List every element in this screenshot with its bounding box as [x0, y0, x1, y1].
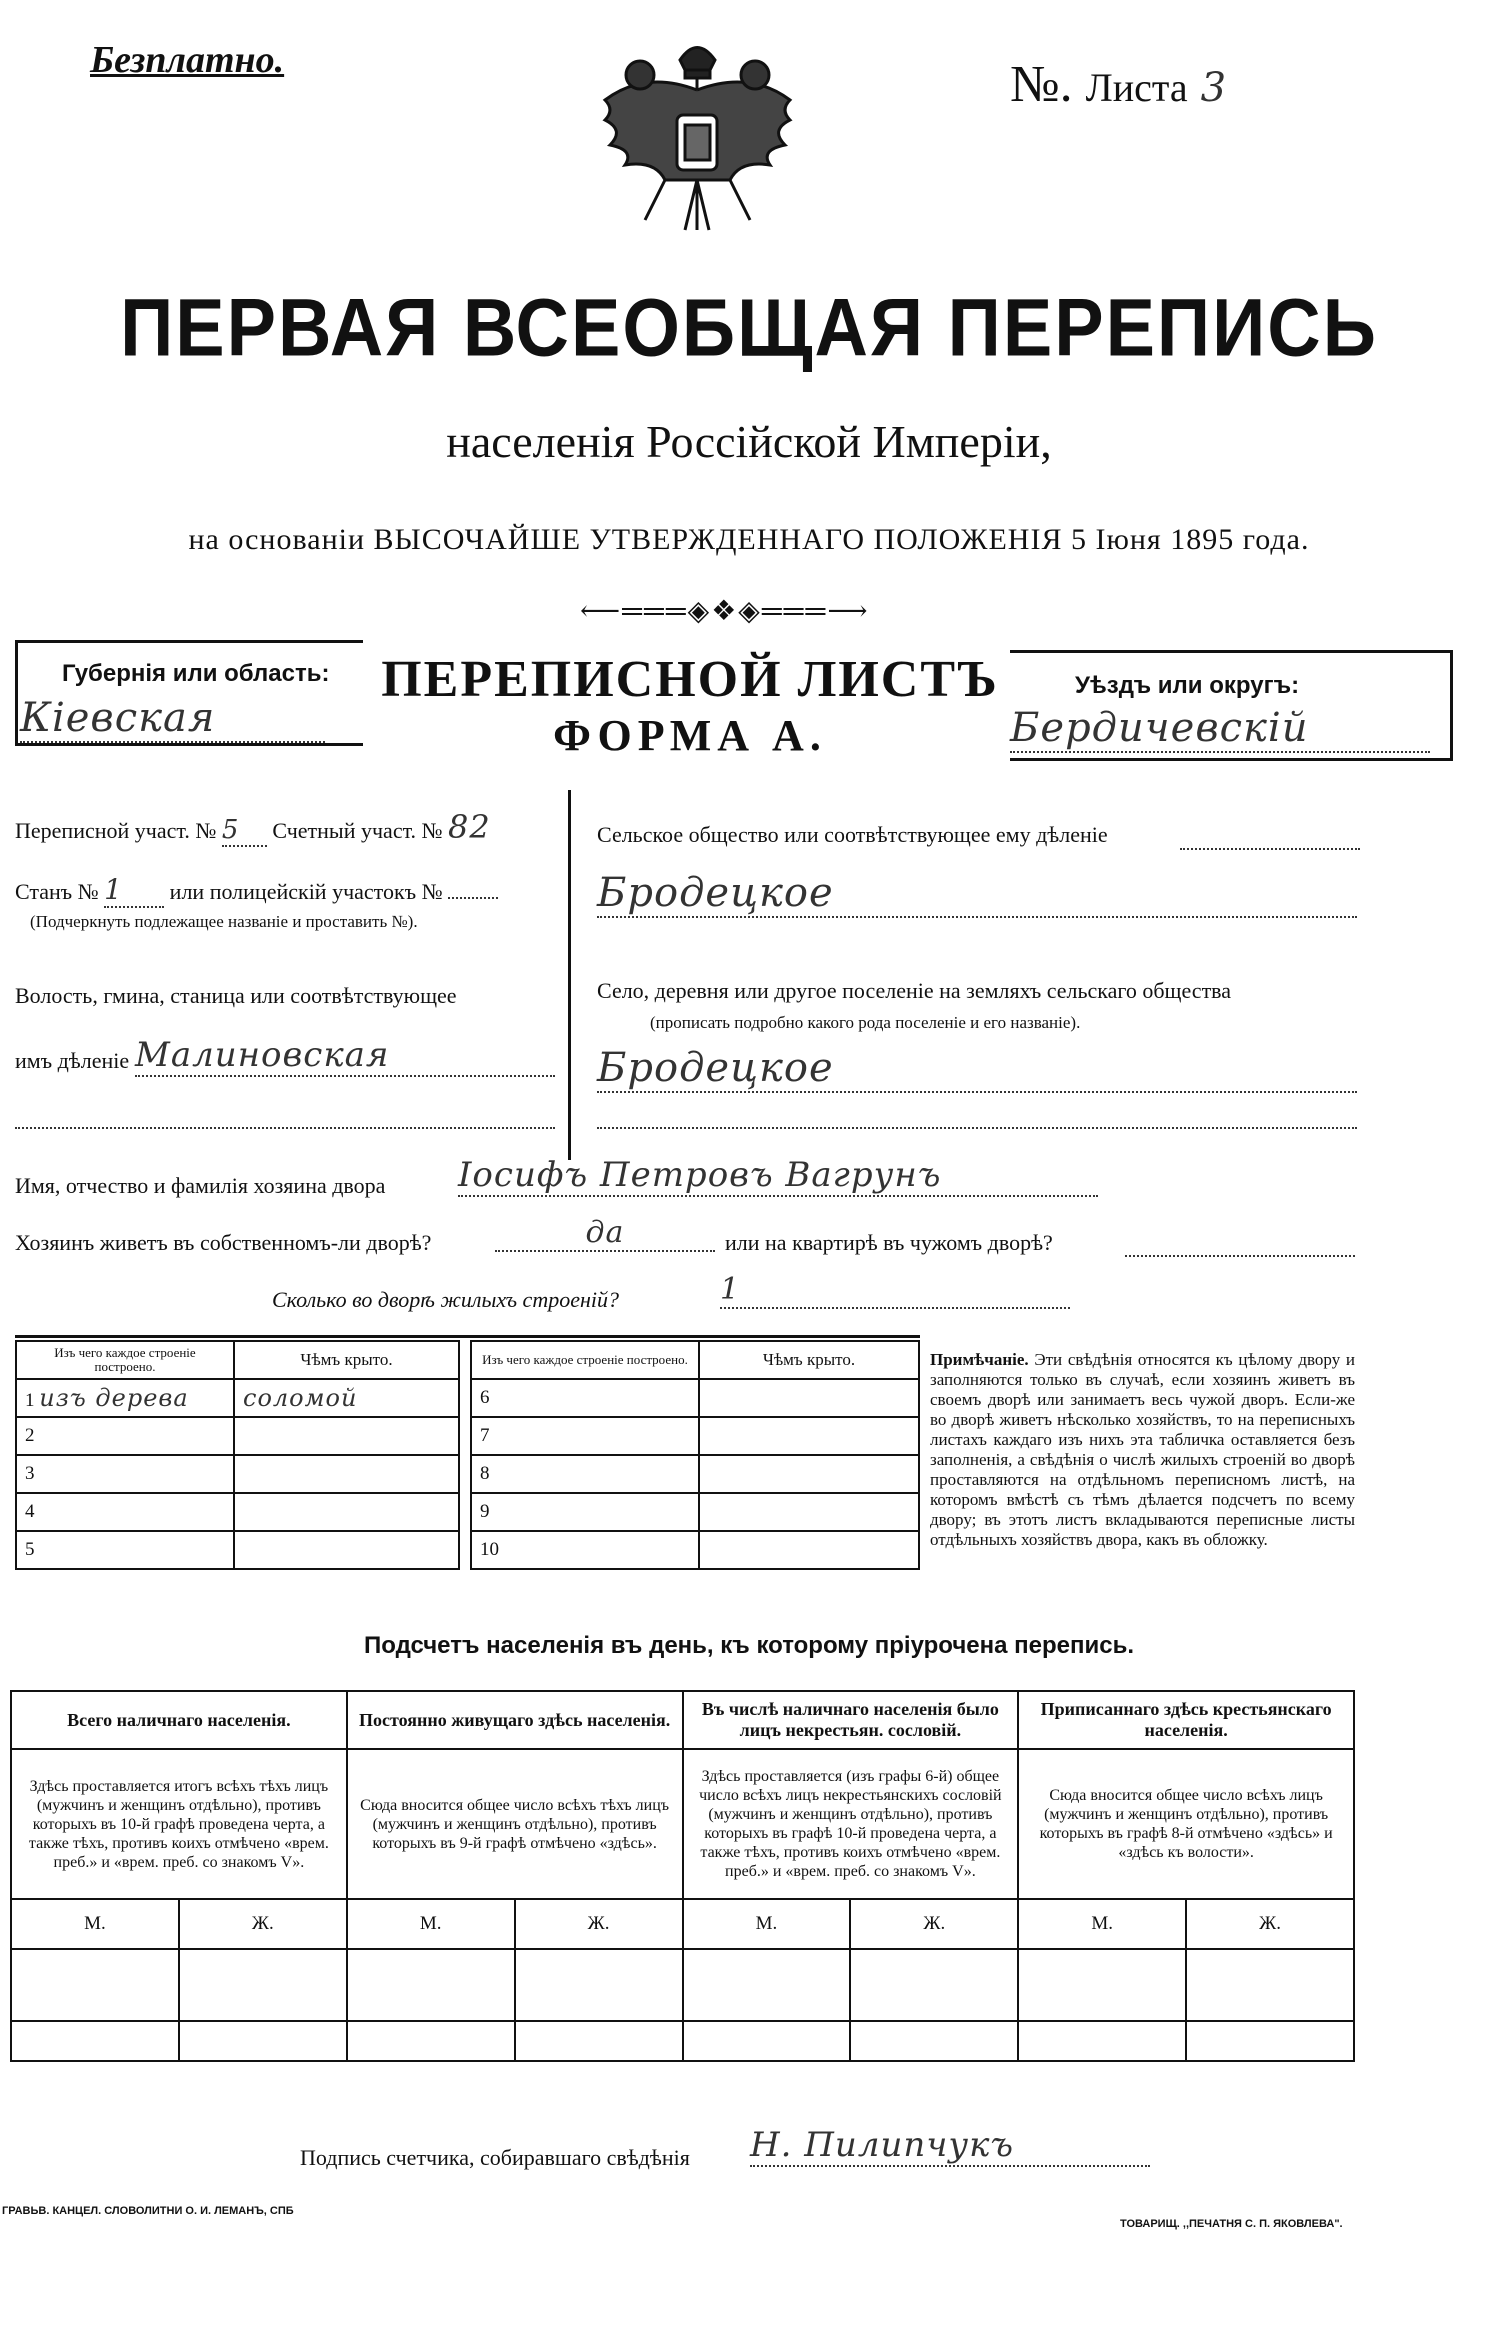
- stan-label: Станъ №: [15, 879, 99, 904]
- table-cell: [699, 1379, 919, 1417]
- schetny-uchast-value: 82: [448, 808, 491, 846]
- table-row: [16, 1493, 459, 1531]
- own-yard-label: Хозяинъ живетъ въ собственномъ-ли дворѣ?: [15, 1230, 432, 1255]
- count-f-header: Ж.: [1186, 1899, 1354, 1949]
- uezd-value: Бердичевскій: [1010, 705, 1430, 753]
- table-cell: [683, 1949, 851, 2021]
- table-row: [471, 1417, 919, 1455]
- rent-label: или на квартирѣ въ чужомъ дворѣ?: [725, 1230, 1053, 1255]
- table-cell: [699, 1531, 919, 1569]
- count-m-header: М.: [347, 1899, 515, 1949]
- count-col-2-title: Постоянно живущаго здѣсь населенія.: [347, 1691, 683, 1749]
- count-col-4-desc: Сюда вносится общее число всѣхъ лицъ (мужчинъ и женщинъ отдѣльно), противъ которыхъ въ графѣ 8-й отмѣчено «здѣсь» и «здѣсь къ волости».: [1018, 1749, 1354, 1899]
- table-row: [16, 1455, 459, 1493]
- column-divider: [568, 790, 571, 1160]
- society-label-line: [1180, 848, 1360, 850]
- rent-blank: [1125, 1255, 1355, 1257]
- count-col-4-title: Приписаннаго здѣсь крестьянскаго населенія.: [1018, 1691, 1354, 1749]
- volost-value: Малиновская: [135, 1035, 555, 1077]
- table-cell: [234, 1493, 459, 1531]
- uezd-label: Уѣздъ или округъ:: [1075, 672, 1300, 699]
- table-cell: 2: [16, 1417, 234, 1455]
- volost-label: Волость, гмина, станица или соотвѣтствующее: [15, 983, 457, 1008]
- gubernia-value: Кіевская: [20, 695, 325, 743]
- perepis-uchast-label: Переписной участ. №: [15, 818, 217, 843]
- count-heading: Подсчетъ населенія въ день, къ которому пріурочена перепись.: [364, 1632, 1134, 1659]
- village-label: Село, деревня или другое поселеніе на земляхъ сельскаго общества: [597, 978, 1232, 1003]
- count-table: [10, 1690, 1355, 2062]
- stan-field: [15, 873, 498, 908]
- table-row: [471, 1493, 919, 1531]
- note-text: Эти свѣдѣнія относятся къ цѣлому двору и заполняются только въ случаѣ, если хозяинъ живетъ въ своемъ дворѣ или занимаетъ весь чужой дворъ. Если-же во дворѣ живетъ нѣсколько хозяйствъ, то на переписныхъ листахъ каждаго изъ нихъ эта табличка оставляется безъ заполненія, а свѣдѣнія о числѣ жилыхъ строеній во дворѣ проставляются на отдѣльномъ переписномъ листѣ, на которомъ вмѣстѣ съ тѣмъ дѣлается подсчетъ по всему двору; въ этотъ листъ вкладываются переписные листы отдѣльныхъ хозяйствъ двора, какъ въ обложку.: [930, 1350, 1356, 1549]
- society-label: Сельское общество или соотвѣтствующее ему дѣленіе: [597, 822, 1108, 847]
- footer-left: ГРАВЬВ. КАНЦЕЛ. СЛОВОЛИТНИ О. И. ЛЕМАНЪ, СПБ: [2, 2205, 294, 2217]
- page-title: ПЕРВАЯ ВСЕОБЩАЯ ПЕРЕПИСЬ: [120, 281, 1378, 374]
- buildings-table-left: [15, 1340, 460, 1570]
- table-row: [16, 1417, 459, 1455]
- signature-value: Н. Пилипчукъ: [750, 2125, 1150, 2167]
- sheet-number-value: 3: [1200, 65, 1228, 111]
- free-label: Безплатно.: [90, 39, 285, 81]
- table-cell: 6: [471, 1379, 699, 1417]
- count-values-row: [11, 1949, 1354, 2021]
- table-cell: соломой: [234, 1379, 459, 1417]
- count-f-header: Ж.: [850, 1899, 1018, 1949]
- buildings-table-top: [15, 1335, 920, 1338]
- table-cell: [1018, 1949, 1186, 2021]
- volost-extra-line: [15, 1125, 555, 1129]
- form-subtitle: ФОРМА А.: [553, 711, 827, 760]
- ornament-divider: ⟵═══◈❖◈═══⟶: [580, 596, 870, 627]
- village-value: Бродецкое: [597, 1045, 1357, 1093]
- buildings-col-roof-2: Чѣмъ крыто.: [699, 1341, 919, 1379]
- village-extra-line: [597, 1125, 1357, 1129]
- page-subtitle: населенія Россійской Имперіи,: [446, 416, 1052, 467]
- buildings-col-material-2: Изъ чего каждое строеніе построено.: [471, 1341, 699, 1379]
- table-cell: [515, 2021, 683, 2061]
- count-f-header: Ж.: [515, 1899, 683, 1949]
- count-col-1-desc: Здѣсь проставляется итогъ всѣхъ тѣхъ лицъ (мужчинъ и женщинъ отдѣльно), противъ которыхъ въ 10-й графѣ проведена черта, а также тѣхъ, противъ коихъ отмѣчено «врем. преб.» и «врем. преб. со знакомъ V».: [11, 1749, 347, 1899]
- count-col-1-title: Всего наличнаго населенія.: [11, 1691, 347, 1749]
- perepis-uchast-value: 5: [222, 815, 267, 847]
- table-row: [16, 1531, 459, 1569]
- volost-label-2: имъ дѣленіе: [15, 1048, 130, 1073]
- table-cell: [1018, 2021, 1186, 2061]
- count-col-3-title: Въ числѣ наличнаго населенія было лицъ некрестьян. сословій.: [683, 1691, 1019, 1749]
- gubernia-label: Губернія или область:: [62, 660, 330, 687]
- table-cell: [234, 1417, 459, 1455]
- schetny-uchast-label: Счетный участ. №: [272, 818, 443, 843]
- owner-name-value: Іосифъ Петровъ Вагрунъ: [458, 1155, 1098, 1197]
- count-m-header: М.: [11, 1899, 179, 1949]
- buildings-col-roof: Чѣмъ крыто.: [234, 1341, 459, 1379]
- table-cell: [347, 2021, 515, 2061]
- table-cell: 9: [471, 1493, 699, 1531]
- perepis-uchast-field: [15, 808, 491, 847]
- buildings-table-right: [470, 1340, 920, 1570]
- table-cell: [11, 1949, 179, 2021]
- table-cell: 10: [471, 1531, 699, 1569]
- note-title: Примѣчаніе.: [930, 1350, 1029, 1369]
- sheet-number-label: Листа: [1085, 65, 1188, 110]
- table-cell: [683, 2021, 851, 2061]
- table-cell: 7: [471, 1417, 699, 1455]
- table-cell: [234, 1531, 459, 1569]
- table-cell: 4: [16, 1493, 234, 1531]
- table-cell: [179, 2021, 347, 2061]
- count-values-row: [11, 2021, 1354, 2061]
- police-label: или полицейскій участокъ №: [169, 879, 443, 904]
- note-block: [930, 1350, 1355, 1550]
- page-basis: на основаніи ВЫСОЧАЙШЕ УТВЕРЖДЕННАГО ПОЛОЖЕНІЯ 5 Іюня 1895 года.: [188, 523, 1310, 556]
- village-note: (прописать подробно какого рода поселеніе и его названіе).: [650, 1013, 1081, 1032]
- owner-name-label: Имя, отчество и фамилія хозяина двора: [15, 1173, 386, 1198]
- table-cell: [699, 1455, 919, 1493]
- police-value-blank: [448, 897, 498, 899]
- count-m-header: М.: [683, 1899, 851, 1949]
- count-m-header: М.: [1018, 1899, 1186, 1949]
- table-cell: [1186, 1949, 1354, 2021]
- table-cell: 1 изъ дерева: [16, 1379, 234, 1417]
- imperial-eagle-emblem-icon: [585, 30, 810, 240]
- table-cell: 8: [471, 1455, 699, 1493]
- count-col-2-desc: Сюда вносится общее число всѣхъ тѣхъ лицъ (мужчинъ и женщинъ отдѣльно), противъ которыхъ въ 9-й графѣ отмѣчено «здѣсь».: [347, 1749, 683, 1899]
- table-row: [16, 1379, 459, 1417]
- table-cell: 3: [16, 1455, 234, 1493]
- sheet-number-prefix: №.: [1010, 56, 1073, 113]
- table-cell: [515, 1949, 683, 2021]
- table-cell: 5: [16, 1531, 234, 1569]
- stan-value: 1: [104, 873, 164, 908]
- buildings-label: Сколько во дворѣ жилыхъ строеній?: [272, 1287, 619, 1312]
- table-row: [471, 1379, 919, 1417]
- underline-note: (Подчеркнуть подлежащее названіе и проставить №).: [30, 912, 418, 931]
- own-yard-value: да: [495, 1215, 715, 1252]
- table-cell: [850, 2021, 1018, 2061]
- sheet-number: [1010, 55, 1227, 114]
- table-row: [471, 1455, 919, 1493]
- count-f-header: Ж.: [179, 1899, 347, 1949]
- table-row: [471, 1531, 919, 1569]
- table-cell: [699, 1417, 919, 1455]
- buildings-col-material: Изъ чего каждое строеніе построено.: [16, 1341, 234, 1379]
- table-cell: [347, 1949, 515, 2021]
- table-cell: [234, 1455, 459, 1493]
- table-cell: [699, 1493, 919, 1531]
- signature-label: Подпись счетчика, собиравшаго свѣдѣнія: [300, 2145, 690, 2170]
- table-cell: [1186, 2021, 1354, 2061]
- table-cell: [179, 1949, 347, 2021]
- buildings-value: 1: [720, 1272, 1070, 1309]
- society-value: Бродецкое: [597, 870, 1357, 918]
- form-title: ПЕРЕПИСНОЙ ЛИСТЪ: [381, 651, 999, 708]
- table-cell: [850, 1949, 1018, 2021]
- table-cell: [11, 2021, 179, 2061]
- count-col-3-desc: Здѣсь проставляется (изъ графы 6-й) общее число всѣхъ лицъ некрестьянскихъ сословій (мужчинъ и женщинъ отдѣльно), противъ которыхъ въ графѣ 10-й проведена черта, а также тѣхъ, противъ коихъ отмѣчено «врем. преб.» и «врем. преб. со знакомъ V».: [683, 1749, 1019, 1899]
- footer-right: ТОВАРИЩ. ,,ПЕЧАТНЯ С. П. ЯКОВЛЕВА".: [1120, 2218, 1343, 2230]
